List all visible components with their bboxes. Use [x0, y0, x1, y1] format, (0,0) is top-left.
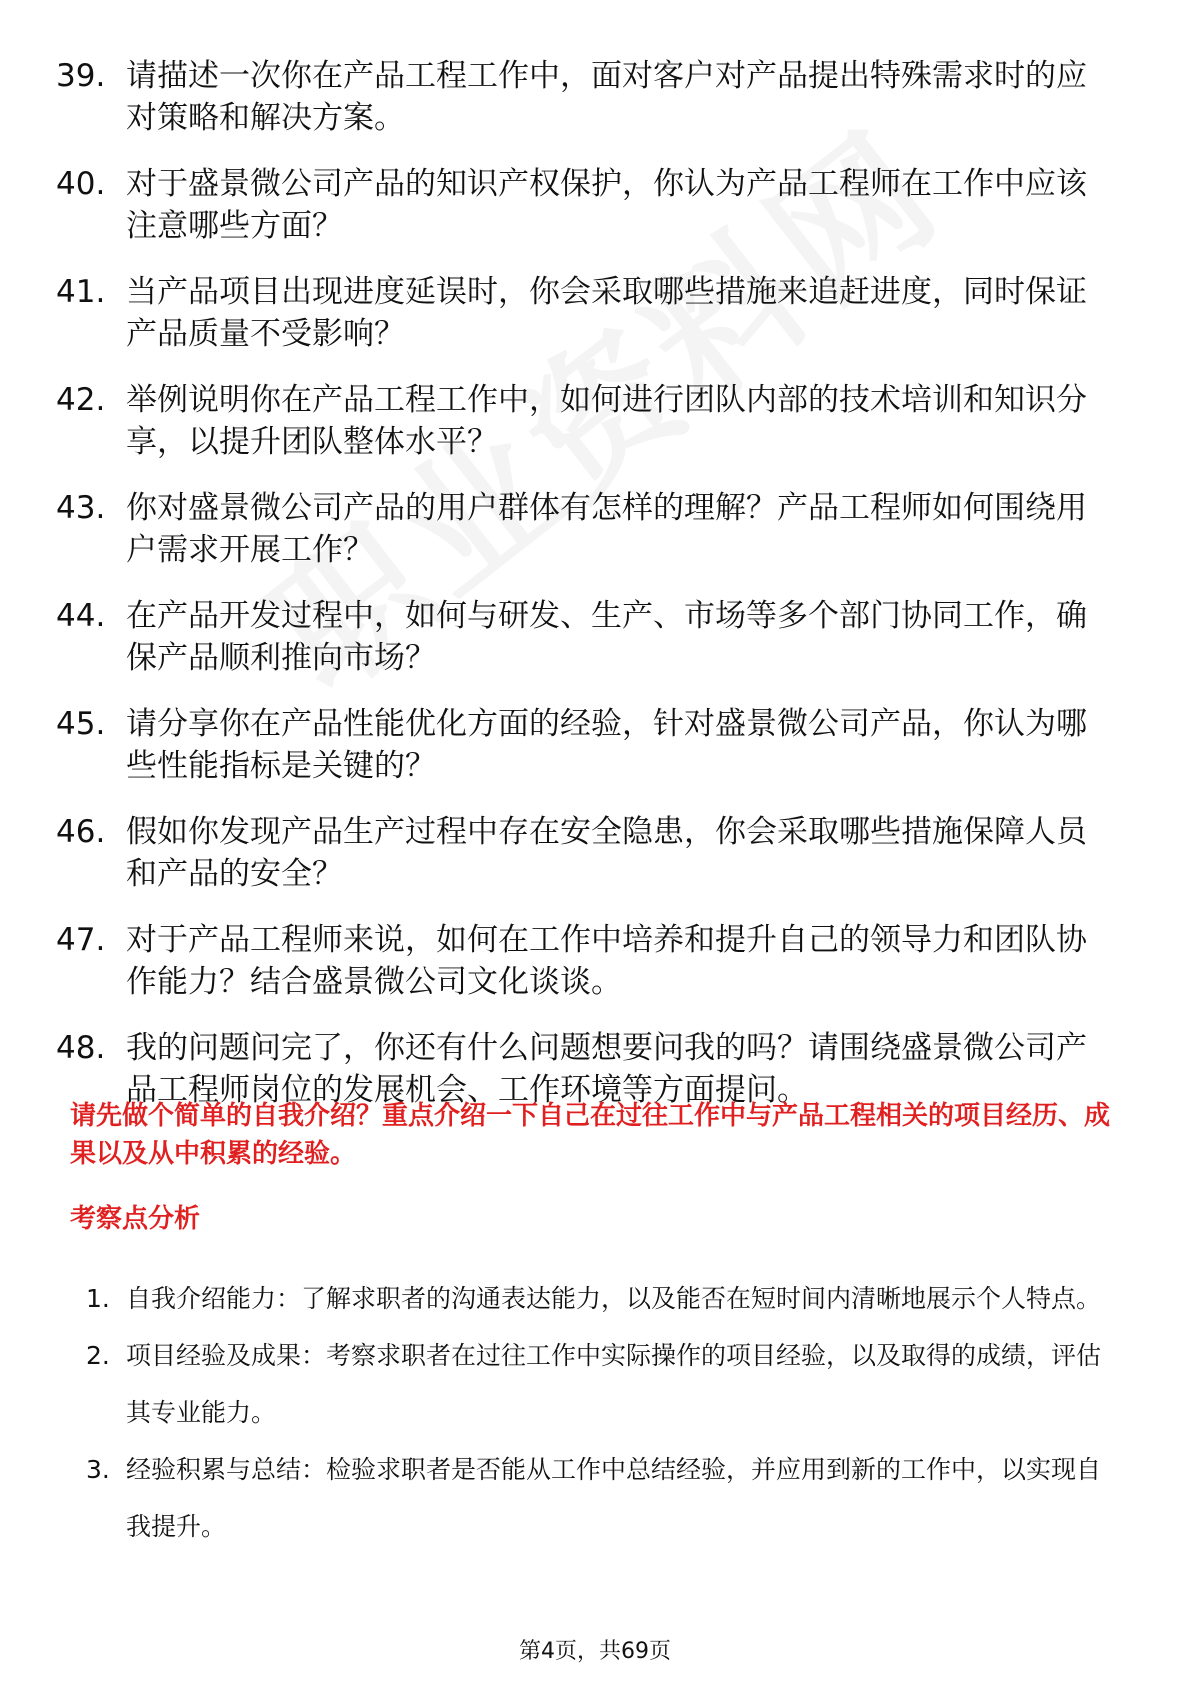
question-item	[0, 595, 1190, 679]
analysis-point-text: 自我介绍能力：了解求职者的沟通表达能力，以及能否在短时间内清晰地展示个人特点。	[126, 1284, 1102, 1313]
question-text: 我的问题问完了，你还有什么问题想要问我的吗？请围绕盛景微公司产品工程师岗位的发展机会、工作环境等方面提问。	[126, 1030, 1087, 1108]
question-number: 42.	[56, 382, 106, 418]
question-item	[0, 163, 1190, 247]
analysis-point	[0, 1270, 1190, 1327]
question-item	[0, 379, 1190, 463]
question-number: 39.	[56, 58, 106, 94]
highlight-question: 请先做个简单的自我介绍？重点介绍一下自己在过往工作中与产品工程相关的项目经历、成果以及从中积累的经验。	[70, 1101, 1111, 1169]
question-text: 举例说明你在产品工程工作中，如何进行团队内部的技术培训和知识分享，以提升团队整体水平？	[126, 382, 1087, 460]
question-number: 46.	[56, 814, 106, 850]
question-text: 请描述一次你在产品工程工作中，面对客户对产品提出特殊需求时的应对策略和解决方案。	[126, 58, 1087, 136]
analysis-point-list	[0, 1270, 1190, 1555]
analysis-point-number: 3.	[86, 1455, 110, 1484]
question-number: 48.	[56, 1030, 106, 1066]
question-item	[0, 919, 1190, 1003]
question-number: 40.	[56, 166, 106, 202]
question-item	[0, 55, 1190, 139]
question-text: 在产品开发过程中，如何与研发、生产、市场等多个部门协同工作，确保产品顺利推向市场？	[126, 598, 1087, 676]
question-number: 41.	[56, 274, 106, 310]
question-text: 你对盛景微公司产品的用户群体有怎样的理解？产品工程师如何围绕用户需求开展工作？	[126, 490, 1087, 568]
question-list	[0, 55, 1190, 1135]
analysis-point-number: 2.	[86, 1341, 110, 1370]
question-number: 47.	[56, 922, 106, 958]
question-item	[0, 487, 1190, 571]
question-number: 45.	[56, 706, 106, 742]
question-text: 假如你发现产品生产过程中存在安全隐患，你会采取哪些措施保障人员和产品的安全？	[126, 814, 1087, 892]
question-text: 当产品项目出现进度延误时，你会采取哪些措施来追赶进度，同时保证产品质量不受影响？	[126, 274, 1087, 352]
question-text: 对于盛景微公司产品的知识产权保护，你认为产品工程师在工作中应该注意哪些方面？	[126, 166, 1087, 244]
analysis-point-number: 1.	[86, 1284, 110, 1313]
question-text: 对于产品工程师来说，如何在工作中培养和提升自己的领导力和团队协作能力？结合盛景微公司文化谈谈。	[126, 922, 1087, 1000]
analysis-heading: 考察点分析	[70, 1204, 201, 1234]
question-item	[0, 703, 1190, 787]
question-item	[0, 811, 1190, 895]
analysis-point	[0, 1441, 1190, 1555]
question-number: 44.	[56, 598, 106, 634]
question-item	[0, 271, 1190, 355]
question-text: 请分享你在产品性能优化方面的经验，针对盛景微公司产品，你认为哪些性能指标是关键的？	[126, 706, 1087, 784]
page-footer: 第4页，共69页	[519, 1639, 671, 1664]
question-number: 43.	[56, 490, 106, 526]
analysis-point	[0, 1327, 1190, 1441]
analysis-point-text: 项目经验及成果：考察求职者在过往工作中实际操作的项目经验，以及取得的成绩，评估其专业能力。	[126, 1341, 1102, 1427]
analysis-point-text: 经验积累与总结：检验求职者是否能从工作中总结经验，并应用到新的工作中，以实现自我提升。	[126, 1455, 1102, 1541]
